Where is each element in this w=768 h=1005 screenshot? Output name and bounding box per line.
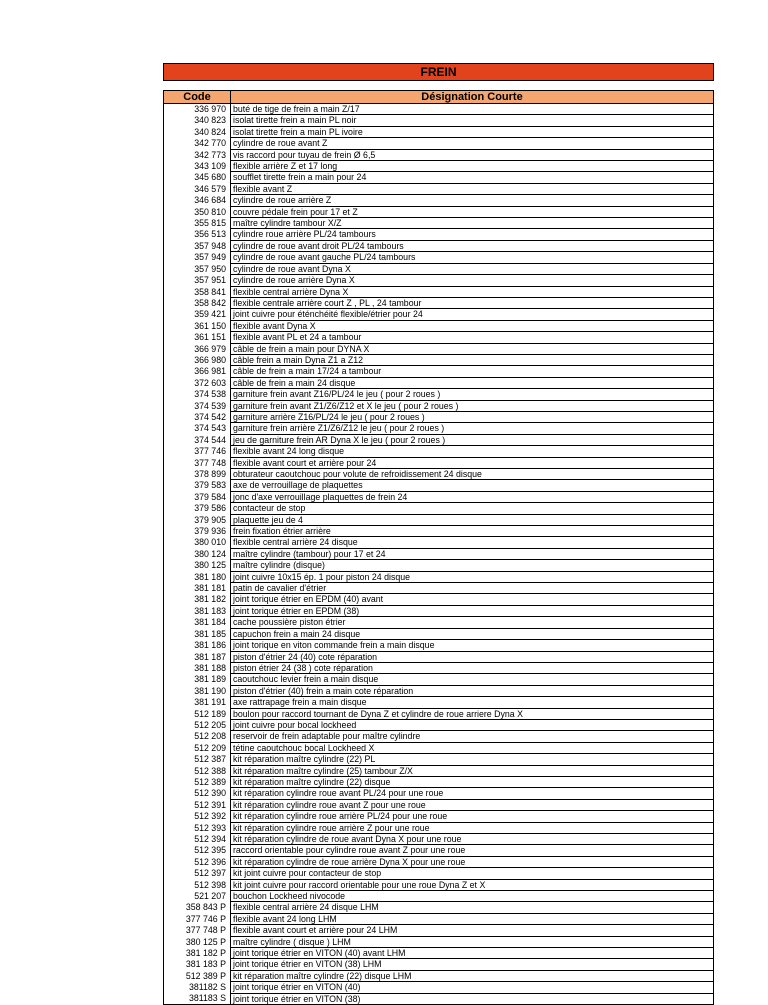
part-code: 512 394: [164, 834, 231, 845]
part-designation: kit réparation maître cylindre (22) PL: [231, 754, 714, 765]
table-row: [164, 993, 714, 1004]
part-designation: flexible avant court et arrière pour 24 LHM: [231, 925, 714, 936]
section-title: FREIN: [163, 63, 714, 81]
table-row: [164, 856, 714, 867]
table-row: [164, 343, 714, 354]
part-code: 381183 S: [164, 993, 231, 1004]
table-row: [164, 503, 714, 514]
part-code: 512 189: [164, 708, 231, 719]
table-row: [164, 662, 714, 673]
table-row: [164, 411, 714, 422]
table-row: [164, 240, 714, 251]
part-code: 512 398: [164, 879, 231, 890]
table-row: [164, 617, 714, 628]
table-row: [164, 765, 714, 776]
part-code: 381182 S: [164, 982, 231, 993]
part-code: 512 208: [164, 731, 231, 742]
part-designation: buté de tige de frein a main Z/17: [231, 104, 714, 115]
table-body: [164, 104, 714, 1005]
table-row: [164, 822, 714, 833]
part-designation: reservoir de frein adaptable pour maître cylindre: [231, 731, 714, 742]
part-designation: garniture frein avant Z16/PL/24 le jeu ( pour 2 roues ): [231, 389, 714, 400]
part-code: 512 397: [164, 868, 231, 879]
table-row: [164, 731, 714, 742]
part-code: 345 680: [164, 172, 231, 183]
part-code: 379 584: [164, 491, 231, 502]
part-designation: cylindre de roue avant gauche PL/24 tambours: [231, 252, 714, 263]
part-designation: kit réparation cylindre roue arrière PL/24 pour une roue: [231, 811, 714, 822]
part-code: 512 387: [164, 754, 231, 765]
table-row: [164, 149, 714, 160]
part-designation: joint cuivre 10x15 ép. 1 pour piston 24 disque: [231, 571, 714, 582]
table-row: [164, 457, 714, 468]
part-designation: kit réparation maître cylindre (22) disque LHM: [231, 970, 714, 981]
spacer: [163, 81, 714, 90]
part-code: 358 841: [164, 286, 231, 297]
table-row: [164, 491, 714, 502]
part-code: 336 970: [164, 104, 231, 115]
part-designation: flexible avant court et arrière pour 24: [231, 457, 714, 468]
table-row: [164, 104, 714, 115]
table-row: [164, 891, 714, 902]
table-row: [164, 902, 714, 913]
part-code: 512 209: [164, 742, 231, 753]
part-code: 381 185: [164, 628, 231, 639]
part-code: 346 579: [164, 183, 231, 194]
part-code: 381 187: [164, 651, 231, 662]
part-designation: cylindre roue arrière PL/24 tambours: [231, 229, 714, 240]
part-designation: axe rattrapage frein a main disque: [231, 697, 714, 708]
part-designation: cache poussière piston étrier: [231, 617, 714, 628]
table-row: [164, 548, 714, 559]
table-row: [164, 868, 714, 879]
part-designation: kit réparation cylindre roue arrière Z pour une roue: [231, 822, 714, 833]
part-code: 357 951: [164, 275, 231, 286]
part-designation: isolat tirette frein a main PL noir: [231, 115, 714, 126]
part-code: 355 815: [164, 218, 231, 229]
table-row: [164, 126, 714, 137]
part-code: 361 150: [164, 320, 231, 331]
part-code: 512 390: [164, 788, 231, 799]
part-code: 377 746 P: [164, 913, 231, 924]
part-designation: piston d'étrier 24 (40) cote réparation: [231, 651, 714, 662]
column-header-designation: Désignation Courte: [231, 91, 714, 104]
table-row: [164, 434, 714, 445]
part-designation: jeu de garniture frein AR Dyna X le jeu ( pour 2 roues ): [231, 434, 714, 445]
part-designation: câble de frein a main pour DYNA X: [231, 343, 714, 354]
table-row: [164, 640, 714, 651]
part-code: 378 899: [164, 469, 231, 480]
part-designation: joint torique étrier en EPDM (38): [231, 605, 714, 616]
part-code: 380 010: [164, 537, 231, 548]
table-row: [164, 389, 714, 400]
part-designation: kit joint cuivre pour contacteur de stop: [231, 868, 714, 879]
part-code: 374 543: [164, 423, 231, 434]
part-designation: câble de frein a main 24 disque: [231, 377, 714, 388]
table-row: [164, 560, 714, 571]
table-row: [164, 982, 714, 993]
table-row: [164, 275, 714, 286]
table-row: [164, 697, 714, 708]
part-code: 377 748 P: [164, 925, 231, 936]
part-designation: kit réparation cylindre de roue avant Dyna X pour une roue: [231, 834, 714, 845]
part-designation: garniture frein avant Z1/Z6/Z12 et X le jeu ( pour 2 roues ): [231, 400, 714, 411]
part-designation: plaquette jeu de 4: [231, 514, 714, 525]
part-code: 381 182: [164, 594, 231, 605]
part-designation: joint torique étrier en VITON (40): [231, 982, 714, 993]
table-row: [164, 286, 714, 297]
part-code: 512 389: [164, 776, 231, 787]
table-row: [164, 834, 714, 845]
table-row: [164, 514, 714, 525]
part-designation: kit réparation cylindre de roue arrière Dyna X pour une roue: [231, 856, 714, 867]
part-designation: cylindre de roue arrière Dyna X: [231, 275, 714, 286]
part-designation: flexible avant 24 long disque: [231, 446, 714, 457]
table-row: [164, 719, 714, 730]
table-row: [164, 377, 714, 388]
table-row: [164, 605, 714, 616]
part-code: 374 539: [164, 400, 231, 411]
part-code: 358 843 P: [164, 902, 231, 913]
part-designation: contacteur de stop: [231, 503, 714, 514]
part-designation: jonc d'axe verrouillage plaquettes de frein 24: [231, 491, 714, 502]
table-row: [164, 366, 714, 377]
part-code: 381 180: [164, 571, 231, 582]
part-designation: flexible avant Z: [231, 183, 714, 194]
part-code: 359 421: [164, 309, 231, 320]
part-code: 381 191: [164, 697, 231, 708]
part-code: 512 388: [164, 765, 231, 776]
part-code: 350 810: [164, 206, 231, 217]
table-row: [164, 161, 714, 172]
part-designation: piston étrier 24 (38 ) cote réparation: [231, 662, 714, 673]
part-designation: isolat tirette frein a main PL ivoire: [231, 126, 714, 137]
part-designation: flexible arrière Z et 17 long: [231, 161, 714, 172]
part-code: 512 205: [164, 719, 231, 730]
part-code: 361 151: [164, 332, 231, 343]
table-row: [164, 925, 714, 936]
part-code: 340 823: [164, 115, 231, 126]
table-row: [164, 332, 714, 343]
part-code: 381 183 P: [164, 959, 231, 970]
part-code: 372 603: [164, 377, 231, 388]
part-designation: joint torique étrier en EPDM (40) avant: [231, 594, 714, 605]
table-row: [164, 354, 714, 365]
table-row: [164, 195, 714, 206]
part-code: 379 586: [164, 503, 231, 514]
part-code: 381 183: [164, 605, 231, 616]
part-code: 379 905: [164, 514, 231, 525]
part-code: 340 824: [164, 126, 231, 137]
part-code: 521 207: [164, 891, 231, 902]
part-designation: flexible central arrière 24 disque LHM: [231, 902, 714, 913]
part-designation: flexible avant PL et 24 a tambour: [231, 332, 714, 343]
part-designation: soufflet tirette frein a main pour 24: [231, 172, 714, 183]
part-code: 381 190: [164, 685, 231, 696]
part-designation: câble de frein a main 17/24 a tambour: [231, 366, 714, 377]
part-designation: flexible central arrière 24 disque: [231, 537, 714, 548]
part-code: 357 950: [164, 263, 231, 274]
part-code: 512 393: [164, 822, 231, 833]
part-designation: cylindre de roue arrière Z: [231, 195, 714, 206]
part-designation: maître cylindre (tambour) pour 17 et 24: [231, 548, 714, 559]
part-designation: bouchon Lockheed nivocode: [231, 891, 714, 902]
part-designation: flexible avant Dyna X: [231, 320, 714, 331]
table-row: [164, 674, 714, 685]
table-row: [164, 913, 714, 924]
header-row: [164, 91, 714, 104]
part-code: 366 980: [164, 354, 231, 365]
table-row: [164, 446, 714, 457]
part-code: 512 396: [164, 856, 231, 867]
table-row: [164, 206, 714, 217]
table-row: [164, 400, 714, 411]
part-code: 512 395: [164, 845, 231, 856]
part-designation: joint torique en viton commande frein a main disque: [231, 640, 714, 651]
part-code: 380 125 P: [164, 936, 231, 947]
part-designation: axe de verrouillage de plaquettes: [231, 480, 714, 491]
table-row: [164, 115, 714, 126]
part-code: 356 513: [164, 229, 231, 240]
part-code: 381 186: [164, 640, 231, 651]
part-code: 381 184: [164, 617, 231, 628]
part-designation: cylindre de roue avant Z: [231, 138, 714, 149]
part-designation: frein fixation étrier arrière: [231, 526, 714, 537]
table-row: [164, 651, 714, 662]
part-designation: cylindre de roue avant Dyna X: [231, 263, 714, 274]
table-row: [164, 138, 714, 149]
part-code: 377 746: [164, 446, 231, 457]
part-designation: joint torique étrier en VITON (38): [231, 993, 714, 1004]
part-code: 512 392: [164, 811, 231, 822]
part-code: 357 948: [164, 240, 231, 251]
part-designation: capuchon frein a main 24 disque: [231, 628, 714, 639]
part-designation: cylindre de roue avant droit PL/24 tambours: [231, 240, 714, 251]
table-row: [164, 297, 714, 308]
part-code: 381 189: [164, 674, 231, 685]
part-designation: flexible centrale arrière court Z , PL , 24 tambour: [231, 297, 714, 308]
part-designation: raccord orientable pour cylindre roue avant Z pour une roue: [231, 845, 714, 856]
table-row: [164, 970, 714, 981]
part-code: 381 182 P: [164, 948, 231, 959]
table-row: [164, 263, 714, 274]
part-code: 366 979: [164, 343, 231, 354]
part-code: 377 748: [164, 457, 231, 468]
part-code: 374 542: [164, 411, 231, 422]
table-row: [164, 811, 714, 822]
part-designation: vis raccord pour tuyau de frein Ø 6,5: [231, 149, 714, 160]
table-row: [164, 218, 714, 229]
part-designation: kit joint cuivre pour raccord orientable pour une roue Dyna Z et X: [231, 879, 714, 890]
part-designation: caoutchouc levier frein a main disque: [231, 674, 714, 685]
part-designation: joint cuivre pour bocal lockheed: [231, 719, 714, 730]
part-designation: kit réparation cylindre roue avant PL/24 pour une roue: [231, 788, 714, 799]
table-row: [164, 742, 714, 753]
part-designation: flexible central arrière Dyna X: [231, 286, 714, 297]
part-code: 374 544: [164, 434, 231, 445]
table-row: [164, 628, 714, 639]
table-row: [164, 423, 714, 434]
part-code: 374 538: [164, 389, 231, 400]
part-designation: joint torique étrier en VITON (38) LHM: [231, 959, 714, 970]
part-code: 512 389 P: [164, 970, 231, 981]
table-row: [164, 309, 714, 320]
part-code: 379 583: [164, 480, 231, 491]
table-row: [164, 685, 714, 696]
table-row: [164, 571, 714, 582]
part-designation: maître cylindre (disque): [231, 560, 714, 571]
part-code: 357 949: [164, 252, 231, 263]
part-designation: maître cylindre tambour X/Z: [231, 218, 714, 229]
table-row: [164, 469, 714, 480]
part-designation: boulon pour raccord tournant de Dyna Z et cylindre de roue arriere Dyna X: [231, 708, 714, 719]
part-code: 346 684: [164, 195, 231, 206]
table-row: [164, 183, 714, 194]
table-row: [164, 754, 714, 765]
table-row: [164, 776, 714, 787]
part-designation: kit réparation cylindre roue avant Z pour une roue: [231, 799, 714, 810]
table-row: [164, 229, 714, 240]
table-row: [164, 708, 714, 719]
part-designation: garniture arrière Z16/PL/24 le jeu ( pour 2 roues ): [231, 411, 714, 422]
part-code: 342 770: [164, 138, 231, 149]
table-row: [164, 480, 714, 491]
price-sheet: [163, 63, 714, 1005]
column-header-code: Code: [164, 91, 231, 104]
part-designation: kit réparation maître cylindre (25) tambour Z/X: [231, 765, 714, 776]
part-designation: câble frein a main Dyna Z1 a Z12: [231, 354, 714, 365]
part-code: 381 181: [164, 583, 231, 594]
part-designation: joint cuivre pour éténchéité flexible/étrier pour 24: [231, 309, 714, 320]
part-code: 381 188: [164, 662, 231, 673]
part-code: 380 124: [164, 548, 231, 559]
table-row: [164, 959, 714, 970]
part-designation: obturateur caoutchouc pour volute de refroidissement 24 disque: [231, 469, 714, 480]
part-code: 366 981: [164, 366, 231, 377]
part-code: 380 125: [164, 560, 231, 571]
part-designation: garniture frein arrière Z1/Z6/Z12 le jeu ( pour 2 roues ): [231, 423, 714, 434]
table-row: [164, 594, 714, 605]
part-designation: tétine caoutchouc bocal Lockheed X: [231, 742, 714, 753]
part-designation: joint torique étrier en VITON (40) avant LHM: [231, 948, 714, 959]
part-designation: piston d'étrier (40) frein a main cote réparation: [231, 685, 714, 696]
part-code: 379 936: [164, 526, 231, 537]
part-code: 512 391: [164, 799, 231, 810]
table-row: [164, 948, 714, 959]
table-row: [164, 788, 714, 799]
table-row: [164, 583, 714, 594]
part-designation: maître cylindre ( disque ) LHM: [231, 936, 714, 947]
table-row: [164, 172, 714, 183]
parts-table: [163, 90, 714, 1005]
part-designation: kit réparation maître cylindre (22) disque: [231, 776, 714, 787]
table-row: [164, 799, 714, 810]
table-row: [164, 252, 714, 263]
part-code: 358 842: [164, 297, 231, 308]
part-code: 343 109: [164, 161, 231, 172]
table-row: [164, 537, 714, 548]
part-designation: flexible avant 24 long LHM: [231, 913, 714, 924]
table-row: [164, 845, 714, 856]
table-row: [164, 936, 714, 947]
table-row: [164, 526, 714, 537]
part-designation: couvre pédale frein pour 17 et Z: [231, 206, 714, 217]
table-row: [164, 879, 714, 890]
part-designation: patin de cavalier d'étrier: [231, 583, 714, 594]
table-row: [164, 320, 714, 331]
part-code: 342 773: [164, 149, 231, 160]
